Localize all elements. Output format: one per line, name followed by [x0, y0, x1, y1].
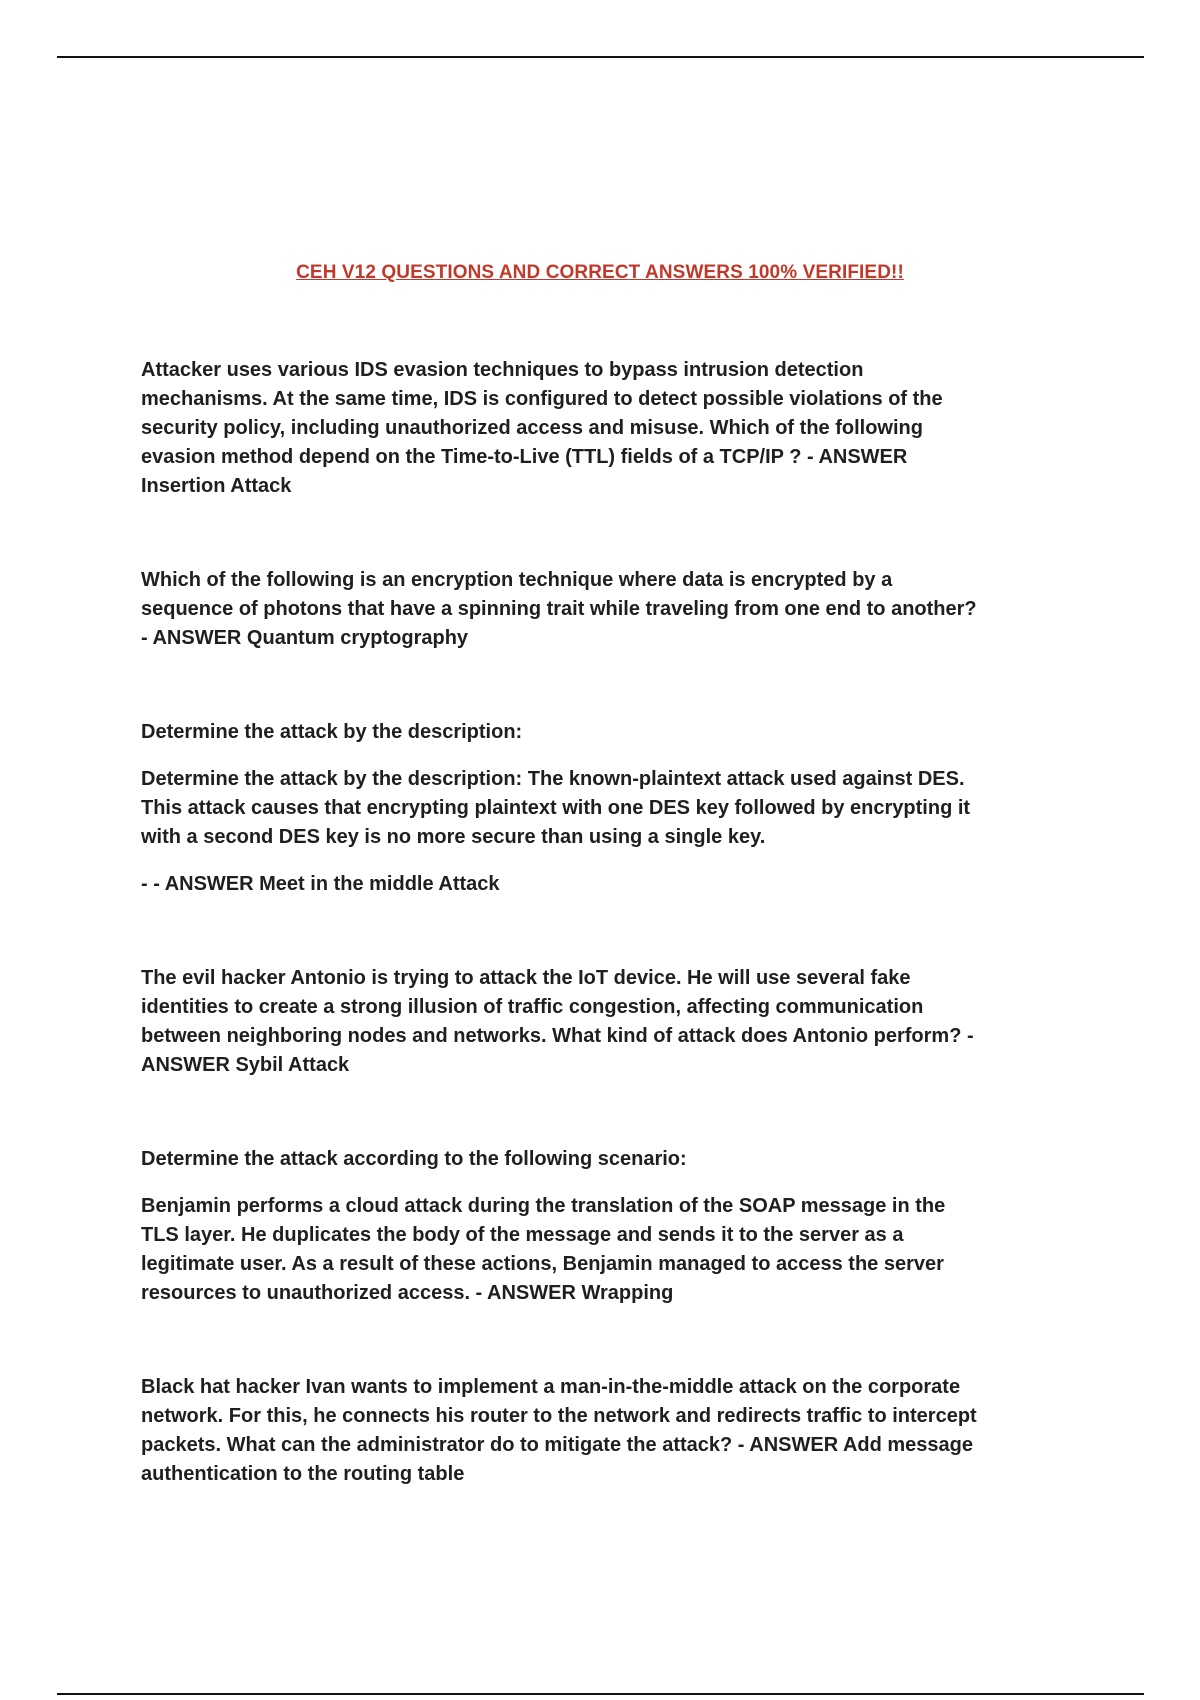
qa-text: Which of the following is an encryption technique where data is encrypted by a sequence of photons that have a spinning trait while traveling from one end to another? - ANSWER Quantum cryptography: [141, 569, 977, 649]
qa-block-meet-in-middle: [141, 718, 1071, 899]
qa-text: Determine the attack by the description: The known-plaintext attack used against DES. This attack causes that encrypting plaintext with one DES key followed by encrypting it with a second DES key is no more secure than using a single key.: [141, 768, 971, 848]
qa-text: Attacker uses various IDS evasion techniques to bypass intrusion detection mechanisms. At the same time, IDS is configured to detect possible violations of the security policy, including unauthorized access and misuse. Which of the following evasion method depend on the Time-to-Live (TTL) fields of a TCP/IP ? - ANSWER Insertion Attack: [141, 359, 943, 497]
qa-text: The evil hacker Antonio is trying to attack the IoT device. He will use several fake identities to create a strong illusion of traffic congestion, affecting communication between neighboring nodes and networks. What kind of attack does Antonio perform? - ANSWER Sybil Attack: [141, 967, 974, 1076]
qa-answer: - - ANSWER Meet in the middle Attack: [141, 873, 500, 895]
qa-text: Benjamin performs a cloud attack during the translation of the SOAP message in the TLS layer. He duplicates the body of the message and sends it to the server as a legitimate user. As a result of these actions, Benjamin managed to access the server resources to unauthorized access. - ANSWER Wrapping: [141, 1195, 946, 1304]
qa-block-sybil: [141, 964, 1071, 1080]
qa-block-wrapping: [141, 1145, 1071, 1308]
qa-text: Black hat hacker Ivan wants to implement a man-in-the-middle attack on the corporate network. For this, he connects his router to the network and redirects traffic to intercept packets. What can the administrator do to mitigate the attack? - ANSWER Add message authentication to the routing table: [141, 1376, 977, 1485]
document-body: [141, 356, 1071, 1489]
qa-block-ids-evasion: [141, 356, 1071, 501]
qa-block-quantum: [141, 566, 1071, 653]
qa-block-mitm: [141, 1373, 1071, 1489]
top-rule: [57, 56, 1144, 58]
bottom-rule: [57, 1693, 1144, 1695]
qa-heading: Determine the attack according to the following scenario:: [141, 1148, 687, 1170]
qa-heading: Determine the attack by the description:: [141, 721, 523, 743]
document-title: CEH V12 QUESTIONS AND CORRECT ANSWERS 100% VERIFIED!!: [296, 262, 904, 283]
